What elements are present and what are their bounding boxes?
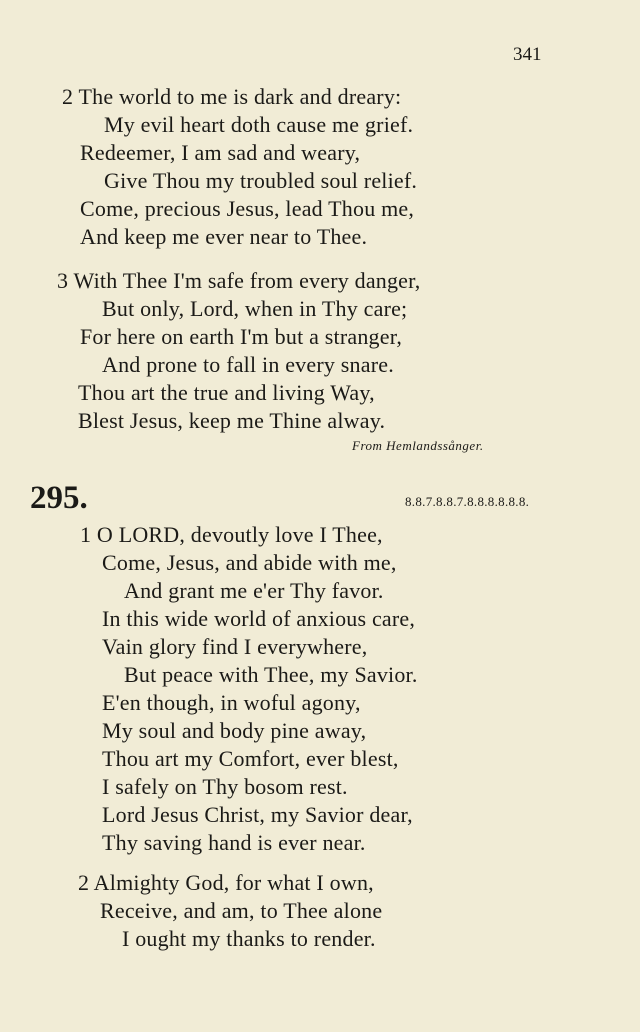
stanza-line: My evil heart doth cause me grief. xyxy=(104,112,414,137)
stanza-line: 2 Almighty God, for what I own, xyxy=(78,870,374,895)
attribution: From Hemlandssånger. xyxy=(352,438,484,453)
stanza-line: Come, Jesus, and abide with me, xyxy=(102,550,397,575)
stanza-line: Come, precious Jesus, lead Thou me, xyxy=(80,196,415,221)
stanza-line: Redeemer, I am sad and weary, xyxy=(80,140,361,165)
page-number: 341 xyxy=(513,44,542,65)
stanza-line: I ought my thanks to render. xyxy=(122,926,376,951)
hymn-meter: 8.8.7.8.8.7.8.8.8.8.8.8. xyxy=(405,494,530,509)
stanza-line: My soul and body pine away, xyxy=(102,718,367,743)
stanza-line: 3 With Thee I'm safe from every danger, xyxy=(57,268,421,293)
stanza-line: Blest Jesus, keep me Thine alway. xyxy=(78,408,386,433)
stanza-line: But peace with Thee, my Savior. xyxy=(124,662,418,687)
stanza-line: But only, Lord, when in Thy care; xyxy=(102,296,408,321)
stanza-line: Give Thou my troubled soul relief. xyxy=(104,168,418,193)
stanza-line: Thou art my Comfort, ever blest, xyxy=(102,746,399,771)
stanza-line: 1 O LORD, devoutly love I Thee, xyxy=(80,522,383,547)
stanza-line: Thou art the true and living Way, xyxy=(78,380,375,405)
stanza-line: Receive, and am, to Thee alone xyxy=(100,898,383,923)
stanza-line: Vain glory find I everywhere, xyxy=(102,634,368,659)
stanza-line: I safely on Thy bosom rest. xyxy=(102,774,348,799)
stanza-line: Thy saving hand is ever near. xyxy=(102,830,366,855)
stanza-line: And keep me ever near to Thee. xyxy=(80,224,368,249)
stanza-line: 2 The world to me is dark and dreary: xyxy=(62,84,402,109)
hymn-number: 295. xyxy=(30,480,88,516)
stanza-line: E'en though, in woful agony, xyxy=(102,690,361,715)
stanza-line: And prone to fall in every snare. xyxy=(102,352,394,377)
stanza-line: Lord Jesus Christ, my Savior dear, xyxy=(102,802,413,827)
stanza-line: For here on earth I'm but a stranger, xyxy=(80,324,403,349)
stanza-line: And grant me e'er Thy favor. xyxy=(124,578,384,603)
stanza-line: In this wide world of anxious care, xyxy=(102,606,416,631)
